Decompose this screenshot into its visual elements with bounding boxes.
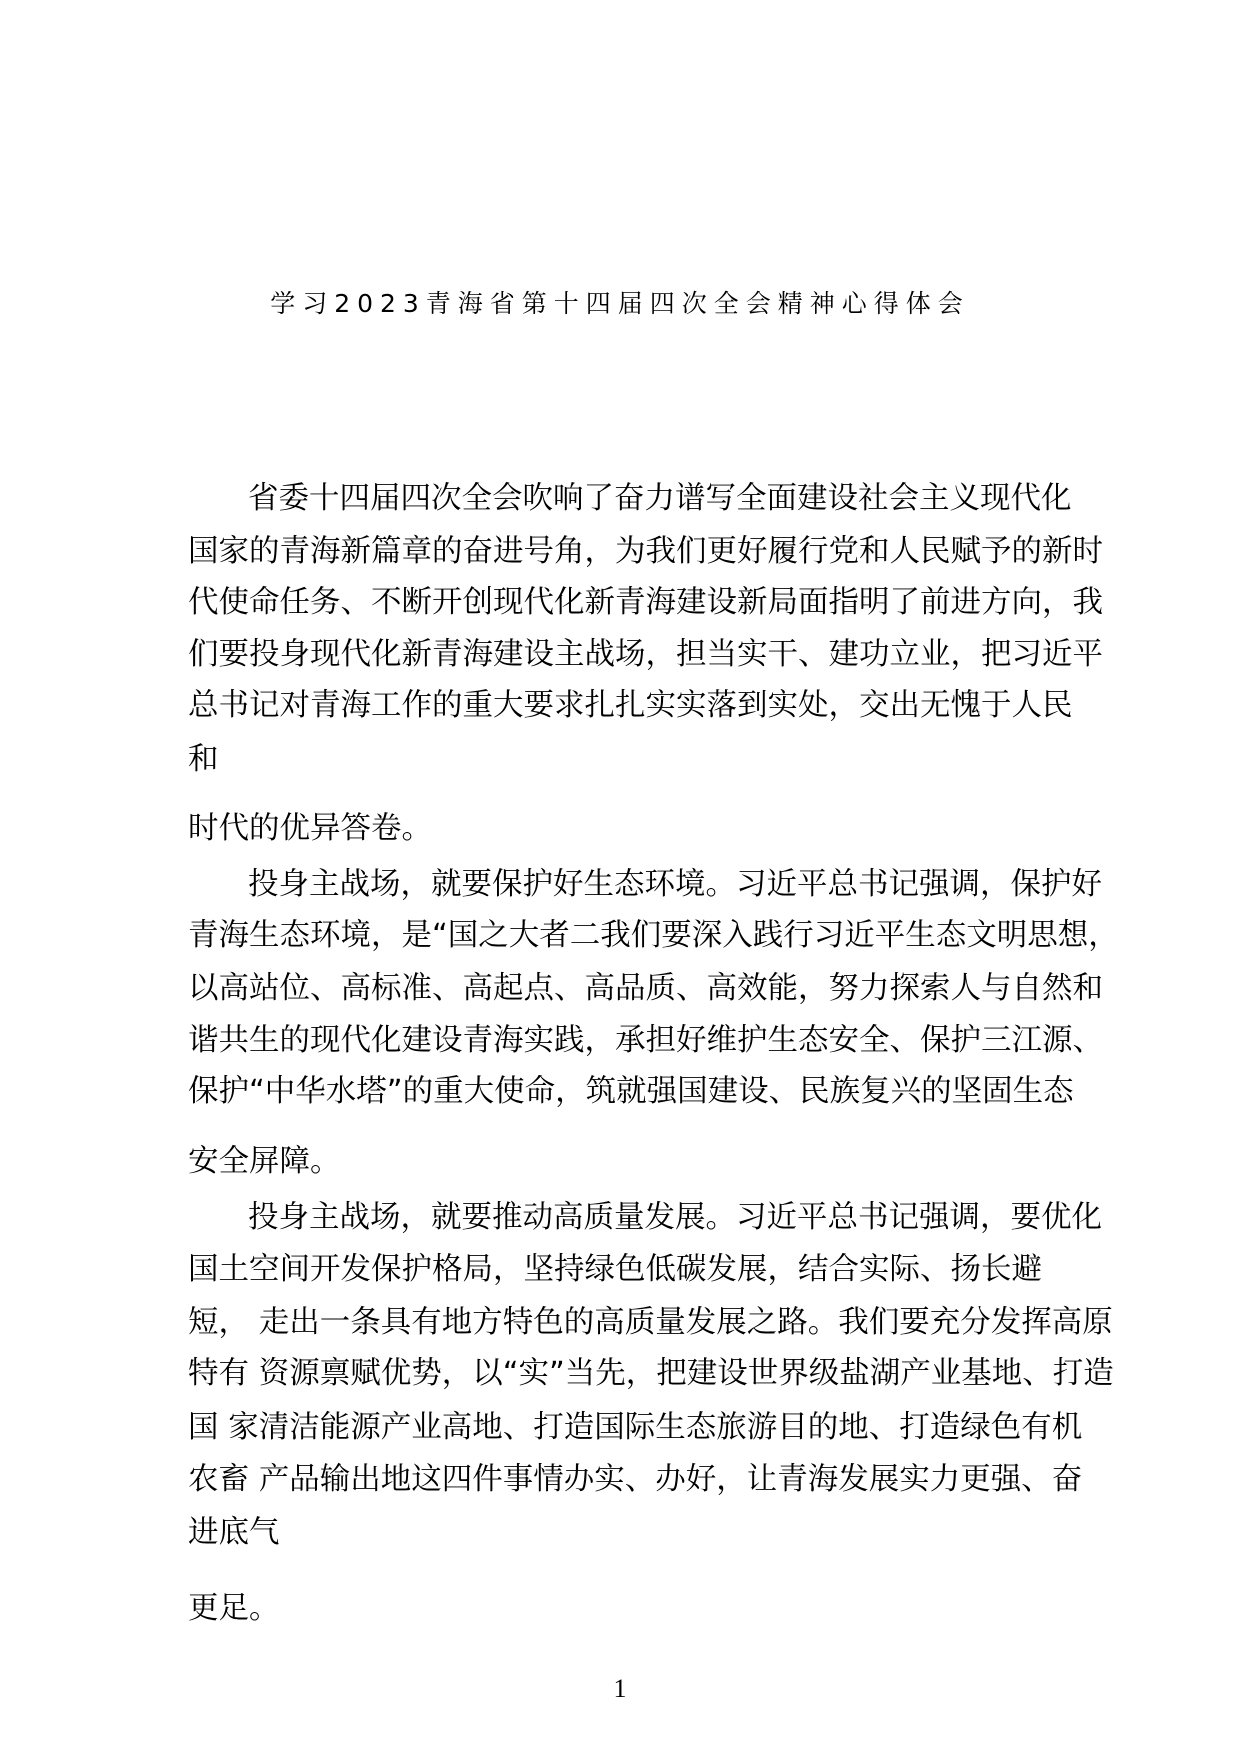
paragraph-1-line: 省委十四届四次全会吹响了奋力谱写全面建设社会主义现代化 (248, 481, 1072, 516)
paragraph-2-line: 以高站位、高标准、高起点、高品质、高效能，努力探索人与自然和 (188, 971, 1103, 1006)
paragraph-3-line: 农畜 产品输出地这四件事情办实、办好，让青海发展实力更强、奋 (188, 1462, 1083, 1497)
paragraph-1-line: 和 (188, 742, 219, 777)
paragraph-1-line: 总书记对青海工作的重大要求扎扎实实落到实处，交出无愧于人民 (188, 688, 1073, 723)
page-number: 1 (613, 1674, 627, 1703)
paragraph-3-line: 投身主战场，就要推动高质量发展。习近平总书记强调，要优化 (248, 1200, 1102, 1235)
paragraph-3-line: 短， 走出一条具有地方特色的高质量发展之路。我们要充分发挥高原 (188, 1305, 1113, 1340)
paragraph-2-line: 保护“中华水塔”的重大使命，筑就强国建设、民族复兴的坚固生态 (188, 1074, 1074, 1109)
paragraph-2-line: 青海生态环境，是“国之大者二我们要深入践行习近平生态文明思想， (188, 918, 1119, 953)
paragraph-1-line: 时代的优异答卷。 (188, 811, 432, 846)
paragraph-3-line: 更足。 (188, 1591, 280, 1626)
paragraph-1-line: 国家的青海新篇章的奋进号角，为我们更好履行党和人民赋予的新时 (188, 534, 1103, 569)
paragraph-2-line: 安全屏障。 (188, 1144, 341, 1179)
paragraph-1-line: 代使命任务、不断开创现代化新青海建设新局面指明了前进方向，我 (188, 585, 1103, 620)
paragraph-2-line: 谐共生的现代化建设青海实践，承担好维护生态安全、保护三江源、 (188, 1023, 1103, 1058)
paragraph-3-line: 国土空间开发保护格局，坚持绿色低碳发展，结合实际、扬长避 (188, 1252, 1042, 1287)
paragraph-1-line: 们要投身现代化新青海建设主战场，担当实干、建功立业，把习近平 (188, 637, 1103, 672)
paragraph-3-line: 进底气 (188, 1515, 280, 1550)
paragraph-3-line: 特有 资源禀赋优势，以“实”当先，把建设世界级盐湖产业基地、打造 (188, 1356, 1114, 1391)
document-title: 学习2023青海省第十四届四次全会精神心得体会 (270, 289, 970, 318)
paragraph-3-line: 国 家清洁能源产业高地、打造国际生态旅游目的地、打造绿色有机 (188, 1410, 1083, 1445)
paragraph-2-line: 投身主战场，就要保护好生态环境。习近平总书记强调，保护好 (248, 867, 1102, 902)
